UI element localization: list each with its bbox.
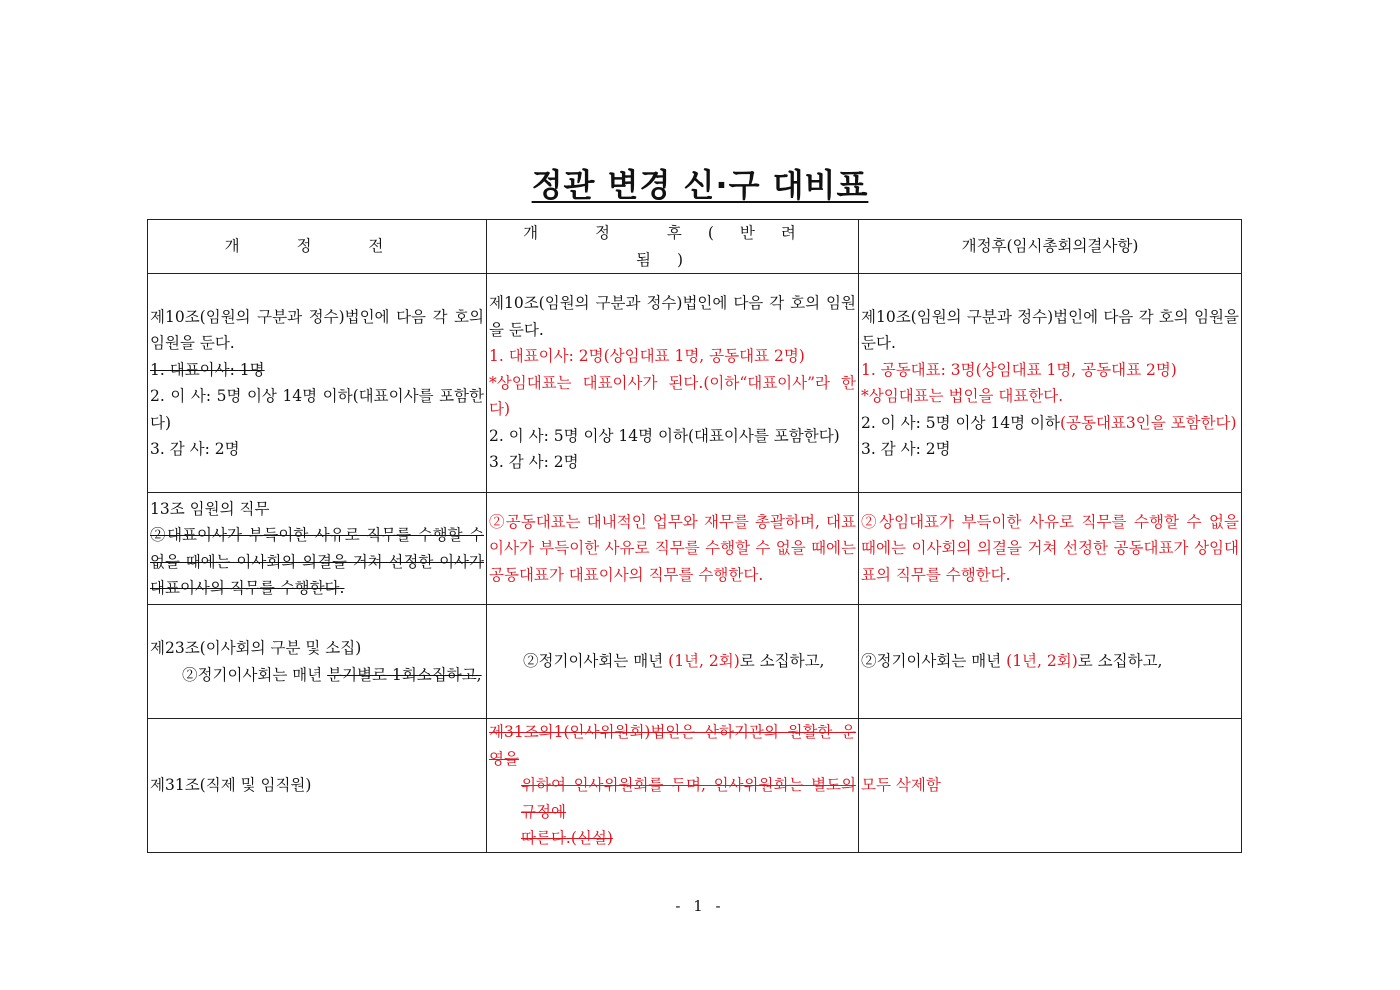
header-after-rejected: 개 정 후(반려됨)	[487, 220, 859, 274]
page-number: - 1 -	[675, 897, 725, 915]
cell-after-resolved: ②상임대표가 부득이한 사유로 직무를 수행할 수 없을 때에는 이사회의 의결을 거쳐 선정한 공동대표가 상임대표의 직무를 수행한다.	[859, 493, 1242, 605]
table-row	[148, 493, 1242, 605]
cell-before: 제31조(직제 및 임직원)	[148, 719, 487, 853]
table-header-row	[148, 220, 1242, 274]
cell-after-rejected: 제10조(임원의 구분과 정수)법인에 다음 각 호의 임원을 둔다. 1. 대표이사: 2명(상임대표 1명, 공동대표 2명) *상임대표는 대표이사가 된다.(이하“대표이사”라 한다) 2. 이 사: 5명 이상 14명 이하(대표이사를 포함한다) 3. 감 사: 2명	[487, 274, 859, 493]
cell-after-rejected: 제31조의1(인사위원회)법인은 산하기관의 원활한 운영을 위하여 인사위원회를 두며, 인사위원회는 별도의 규정에 따른다.(신설)	[487, 719, 859, 853]
cell-after-rejected: ②공동대표는 대내적인 업무와 재무를 총괄하며, 대표이사가 부득이한 사유로 직무를 수행할 수 없을 때에는 공동대표가 대표이사의 직무를 수행한다.	[487, 493, 859, 605]
table-row	[148, 605, 1242, 719]
cell-after-resolved: 모두 삭제함	[859, 719, 1242, 853]
header-before: 개 정 전	[148, 220, 487, 274]
header-after-resolved: 개정후(임시총회의결사항)	[859, 220, 1242, 274]
table-row	[148, 274, 1242, 493]
cell-before: 제23조(이사회의 구분 및 소집) ②정기이사회는 매년 분기별로 1회소집하고,	[148, 605, 487, 719]
cell-before: 13조 임원의 직무 ②대표이사가 부득이한 사유로 직무를 수행할 수 없을 때에는 이사회의 의결을 거쳐 선정한 이사가 대표이사의 직무를 수행한다.	[148, 493, 487, 605]
table-row	[148, 719, 1242, 853]
cell-after-resolved: ②정기이사회는 매년 (1년, 2회)로 소집하고,	[859, 605, 1242, 719]
cell-before: 제10조(임원의 구분과 정수)법인에 다음 각 호의 임원을 둔다. 1. 대표이사: 1명 2. 이 사: 5명 이상 14명 이하(대표이사를 포함한다) 3. 감 사: 2명	[148, 274, 487, 493]
comparison-table	[147, 219, 1242, 853]
document-title: 정관 변경 신·구 대비표	[531, 166, 869, 204]
cell-after-resolved: 제10조(임원의 구분과 정수)법인에 다음 각 호의 임원을 둔다. 1. 공동대표: 3명(상임대표 1명, 공동대표 2명) *상임대표는 법인을 대표한다. 2. 이 사: 5명 이상 14명 이하(공동대표3인을 포함한다) 3. 감 사: 2명	[859, 274, 1242, 493]
cell-after-rejected: ②정기이사회는 매년 (1년, 2회)로 소집하고,	[487, 605, 859, 719]
